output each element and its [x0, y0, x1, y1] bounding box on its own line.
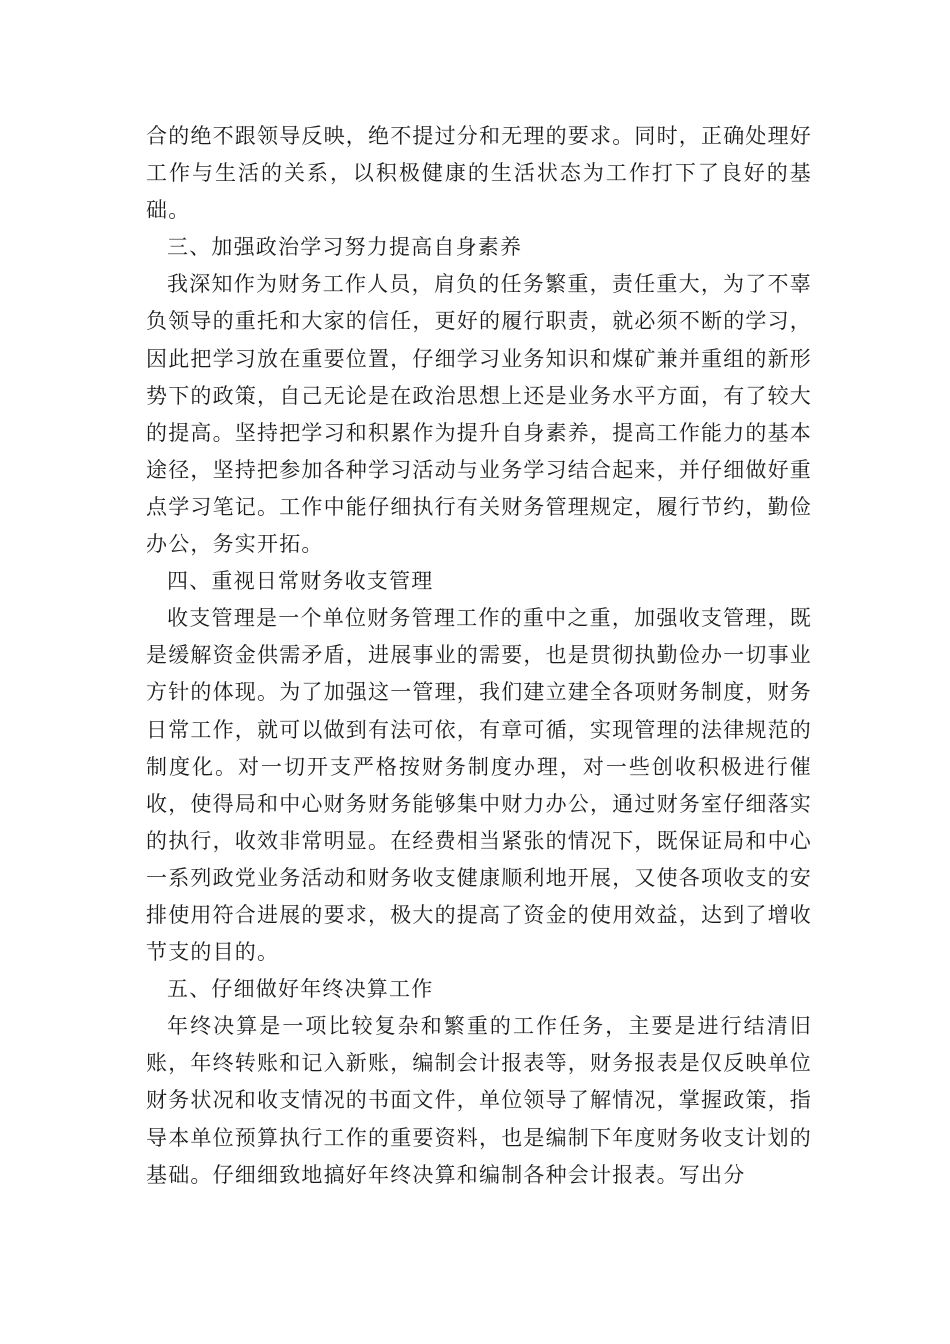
section-heading-3: 三、加强政治学习努力提高自身素养: [167, 235, 523, 260]
section-heading-5: 五、仔细做好年终决算工作: [167, 977, 434, 1002]
paragraph-continuation: 合的绝不跟领导反映，绝不提过分和无理的要求。同时，正确处理好工作与生活的关系，以积极健康的生活状态为工作打下了良好的基础。: [146, 124, 812, 223]
document-body: [146, 118, 812, 1194]
paragraph-income-expense: 收支管理是一个单位财务管理工作的重中之重，加强收支管理，既是缓解资金供需矛盾，进展事业的需要，也是贯彻执勤俭办一切事业方针的体现。为了加强这一管理，我们建立建全各项财务制度，财务日常工作，就可以做到有法可依，有章可循，实现管理的法律规范的制度化。对一切开支严格按财务制度办理，对一些创收积极进行催收，使得局和中心财务财务能够集中财力办公，通过财务室仔细落实的执行，收效非常明显。在经费相当紧张的情况下，既保证局和中心一系列政党业务活动和财务收支健康顺利地开展，又使各项收支的安排使用符合进展的要求，极大的提高了资金的使用效益，达到了增收节支的目的。: [146, 606, 812, 965]
paragraph-study: 我深知作为财务工作人员，肩负的任务繁重，责任重大，为了不辜负领导的重托和大家的信任，更好的履行职责，就必须不断的学习，因此把学习放在重要位置，仔细学习业务知识和煤矿兼并重组的新形势下的政策，自己无论是在政治思想上还是业务水平方面，有了较大的提高。坚持把学习和积累作为提升自身素养，提高工作能力的基本途径，坚持把参加各种学习活动与业务学习结合起来，并仔细做好重点学习笔记。工作中能仔细执行有关财务管理规定，履行节约，勤俭办公，务实开拓。: [146, 272, 812, 557]
section-heading-4: 四、重视日常财务收支管理: [167, 569, 434, 594]
paragraph-year-end: 年终决算是一项比较复杂和繁重的工作任务，主要是进行结清旧账，年终转账和记入新账，编制会计报表等，财务报表是仅反映单位财务状况和收支情况的书面文件，单位领导了解情况，掌握政策，指导本单位预算执行工作的重要资料，也是编制下年度财务收支计划的基础。仔细细致地搞好年终决算和编制各种会计报表。写出分: [146, 1014, 812, 1187]
